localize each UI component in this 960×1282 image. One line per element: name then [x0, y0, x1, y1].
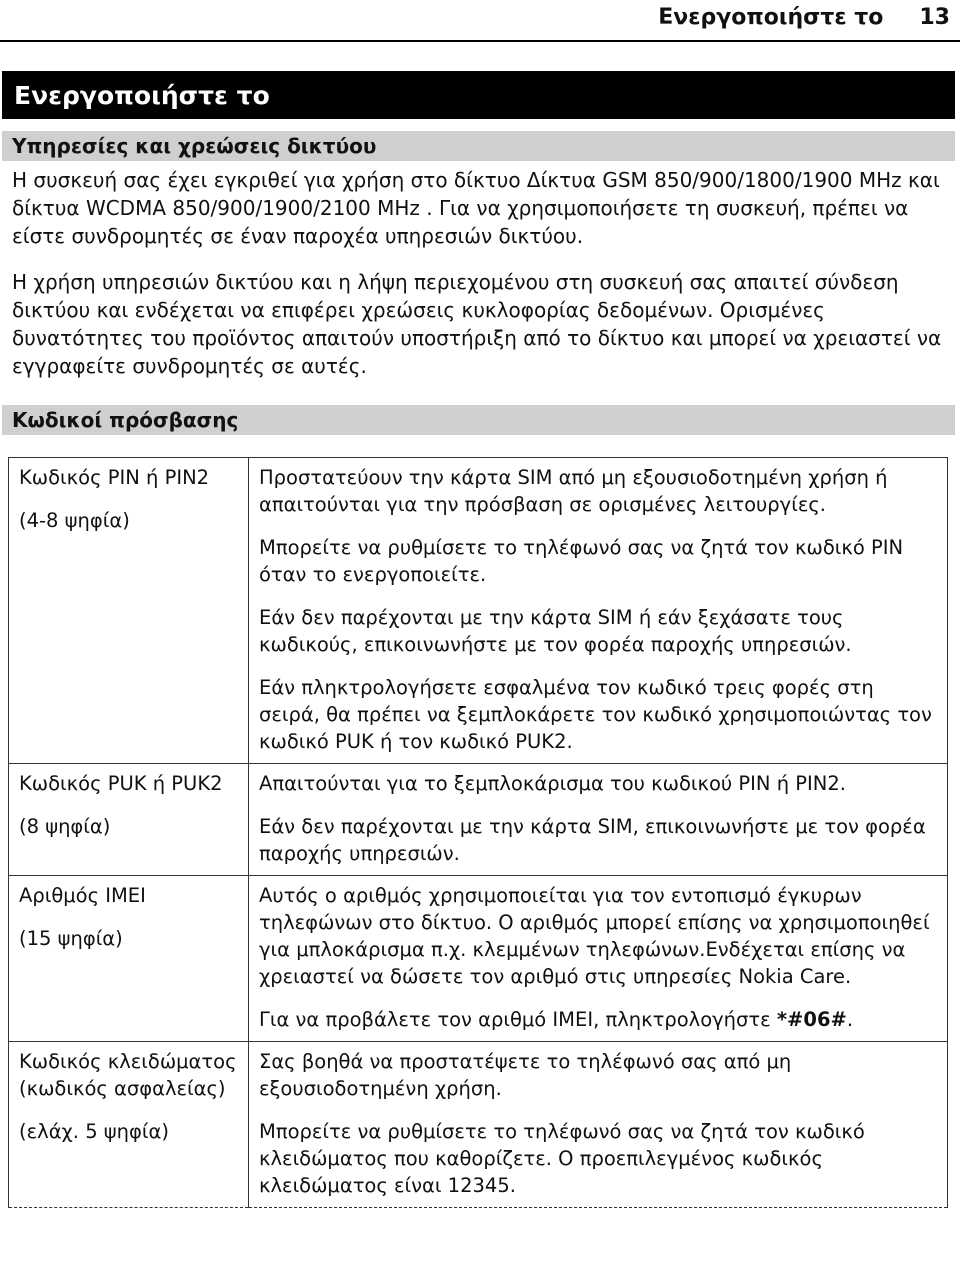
code-name: Κωδικός PUK ή PUK2: [19, 772, 223, 795]
running-header: [658, 0, 950, 34]
imei-instruction: [259, 1006, 937, 1033]
code-length: (ελάχ. 5 ψηφία): [19, 1120, 169, 1143]
paragraph-network-charges: Η χρήση υπηρεσιών δικτύου και η λήψη περιεχομένου στη συσκευή σας απαιτεί σύνδεση δικτύου και ενδέχεται να επιφέρει χρεώσεις κυκλοφορίας δεδομένων. Ορισμένες δυνατότητες του προϊόντος απαιτούν υποστήριξη από το δίκτυο και μπορεί να χρειαστεί να εγγραφείτε συνδρομητές σε αυτές.: [12, 270, 942, 378]
description-text: Προστατεύουν την κάρτα SIM από μη εξουσιοδοτημένη χρήση ή απαιτούνται για την πρόσβαση σε ορισμένες λειτουργίες.: [259, 466, 888, 516]
code-cell: [9, 764, 249, 876]
description-text: Εάν δεν παρέχονται με την κάρτα SIM, επικοινωνήστε με τον φορέα παροχής υπηρεσιών.: [259, 815, 926, 865]
imei-keycode: *#06#: [776, 1008, 847, 1031]
table-row: [9, 764, 948, 876]
header-rule: [0, 40, 960, 42]
description-text: Μπορείτε να ρυθμίσετε το τηλέφωνό σας να ζητά τον κωδικό κλειδώματος που καθορίζετε. Ο προεπιλεγμένος κωδικός κλειδώματος είναι 12345.: [259, 1120, 865, 1197]
description-text: Σας βοηθά να προστατέψετε το τηλέφωνό σας από μη εξουσιοδοτημένη χρήση.: [259, 1050, 792, 1100]
table-row: [9, 458, 948, 764]
description-cell: [249, 876, 948, 1042]
description-cell: [249, 1042, 948, 1208]
code-name: Αριθμός IMEI: [19, 884, 146, 907]
section-heading-network: Υπηρεσίες και χρεώσεις δικτύου: [2, 131, 955, 161]
code-cell: [9, 1042, 249, 1208]
description-cell: [249, 764, 948, 876]
code-name: Κωδικός PIN ή PIN2: [19, 466, 210, 489]
code-length: (4-8 ψηφία): [19, 509, 130, 532]
table-row: [9, 1042, 948, 1208]
chapter-title: Ενεργοποιήστε το: [2, 71, 955, 119]
imei-instruction-text: Για να προβάλετε τον αριθμό IMEI, πληκτρολογήστε: [259, 1008, 777, 1031]
code-cell: [9, 876, 249, 1042]
imei-instruction-suffix: .: [846, 1008, 854, 1031]
description-text: Μπορείτε να ρυθμίσετε το τηλέφωνό σας να ζητά τον κωδικό PIN όταν το ενεργοποιείτε.: [259, 536, 904, 586]
description-cell: [249, 458, 948, 764]
description-text: Απαιτούνται για το ξεμπλοκάρισμα του κωδικού PIN ή PIN2.: [259, 772, 846, 795]
table-row: [9, 876, 948, 1042]
code-length: (8 ψηφία): [19, 815, 111, 838]
description-text: Εάν δεν παρέχονται με την κάρτα SIM ή εάν ξεχάσατε τους κωδικούς, επικοινωνήστε με τον φορέα παροχής υπηρεσιών.: [259, 606, 852, 656]
code-cell: [9, 458, 249, 764]
description-text: Αυτός ο αριθμός χρησιμοποιείται για τον εντοπισμό έγκυρων τηλεφώνων στο δίκτυο. Ο αριθμός μπορεί επίσης να χρησιμοποιηθεί για μπλοκάρισμα π.χ. κλεμμένων τηλεφώνων.Ενδέχεται επίσης να χρειαστεί να δώσετε τον αριθμό στις υπηρεσίες Nokia Care.: [259, 884, 930, 988]
paragraph-network-approval: Η συσκευή σας έχει εγκριθεί για χρήση στο δίκτυο Δίκτυα GSM 850/900/1800/1900 MHz και δίκτυα WCDMA 850/900/1900/2100 MHz . Για να χρησιμοποιήσετε τη συσκευή, πρέπει να είστε συνδρομητές σε έναν παροχέα υπηρεσιών δικτύου.: [12, 168, 940, 248]
code-name: Κωδικός κλειδώματος (κωδικός ασφαλείας): [19, 1050, 237, 1100]
description-text: Εάν πληκτρολογήσετε εσφαλμένα τον κωδικό τρεις φορές στη σειρά, θα πρέπει να ξεμπλοκάρετε τον κωδικό χρησιμοποιώντας τον κωδικό PUK ή τον κωδικό PUK2.: [259, 676, 932, 753]
page-number: 13: [919, 4, 950, 30]
access-codes-table: [8, 457, 948, 1208]
running-header-title: Ενεργοποιήστε το: [658, 4, 884, 30]
code-length: (15 ψηφία): [19, 927, 123, 950]
section-heading-codes: Κωδικοί πρόσβασης: [2, 405, 955, 435]
